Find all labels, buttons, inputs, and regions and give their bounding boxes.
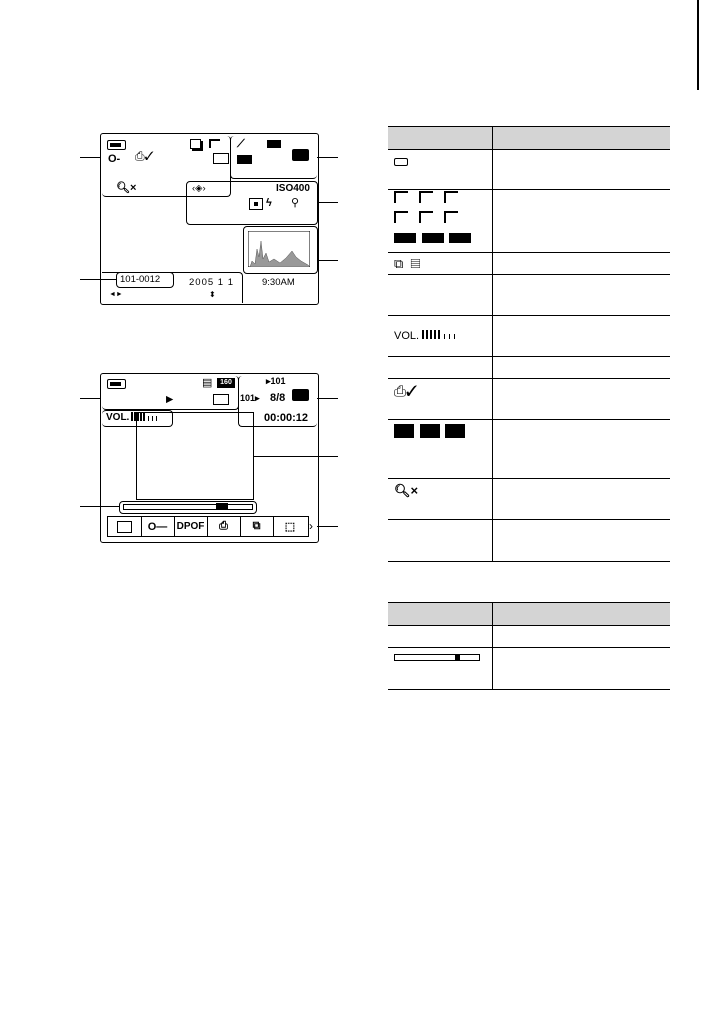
playback-progress-marker (216, 503, 228, 510)
table-row (388, 316, 670, 357)
table-row (388, 626, 670, 648)
playback-progress-bar (123, 504, 253, 510)
callout-line (317, 398, 338, 399)
table-row (388, 190, 670, 253)
callout-line (80, 398, 101, 399)
recording-mode-icon: ⟋ (237, 138, 245, 150)
memory-stick-icon (292, 149, 309, 161)
table-row (388, 520, 670, 562)
volume-label: VOL. (394, 330, 420, 342)
table-row (388, 357, 670, 379)
image-size-badge: 160 (217, 378, 235, 388)
volume-label: VOL. (106, 412, 130, 423)
flash-icon: ϟ (266, 197, 272, 209)
file-number: 101-0012 (120, 274, 161, 285)
playback-folder-indicator: 101▸ (240, 393, 260, 403)
scroll-indicator: ⬍ (209, 290, 216, 299)
recording-folder-icon (267, 140, 281, 148)
table-row (388, 275, 670, 316)
table-row (388, 420, 670, 479)
callout-line (80, 279, 116, 280)
movie-indicator-table (388, 602, 670, 690)
burst-icon (190, 139, 201, 149)
folder-change-icons (388, 420, 493, 479)
toolbar-protect-icon[interactable]: O— (141, 517, 175, 536)
callout-line (317, 157, 338, 158)
table-row (388, 253, 670, 275)
still-indicator-table (388, 126, 670, 562)
playback-progress-bar (394, 654, 480, 661)
burst-film-icons: ⧉ ▤ (388, 253, 493, 275)
table-row (388, 379, 670, 420)
recording-folder-indicator: ▸101 (266, 376, 286, 386)
memory-stick-icon (292, 389, 309, 401)
metering-mode-icon (249, 198, 263, 210)
image-size-icons (388, 190, 493, 253)
iso-value: ISO400 (276, 183, 310, 194)
callout-line (317, 202, 338, 203)
play-icon: ▶ (166, 394, 174, 405)
table-header-row (388, 127, 670, 150)
page-edge-marker (697, 0, 699, 90)
flash-mode-icon: ⚲ (291, 197, 300, 209)
protect-icon: O- (108, 153, 121, 165)
print-order-icon: ⎙✓ (135, 149, 154, 163)
toolbar-next-arrow[interactable]: › (309, 519, 313, 533)
toolbar-folder-icon[interactable] (108, 517, 142, 536)
toolbar-dpof-button[interactable]: DPOF (174, 517, 208, 536)
film-icon: ▤ (202, 377, 213, 389)
recording-time: 9:30AM (262, 277, 295, 288)
image-size-icon (209, 139, 220, 148)
table-row (388, 150, 670, 190)
image-select-arrows: ◄► (109, 291, 123, 298)
folder-change-icon (213, 153, 229, 164)
toolbar-print-icon[interactable]: ⎙ (207, 517, 241, 536)
callout-line (317, 526, 338, 527)
index-toolbar (107, 516, 309, 537)
callout-line (317, 260, 338, 261)
playback-folder-icon (237, 155, 252, 164)
white-balance-icon: ‹◈› (192, 183, 206, 194)
movie-playback-frame (136, 412, 254, 500)
table-row (388, 479, 670, 520)
playback-progress-marker (455, 654, 460, 661)
histogram-graph (248, 231, 310, 267)
print-order-icon: ⎙✓ (388, 379, 493, 420)
callout-line (80, 157, 101, 158)
image-count: 8/8 (270, 392, 286, 404)
battery-icon (394, 158, 408, 166)
table-header-row (388, 603, 670, 626)
callout-line (253, 456, 338, 457)
zoom-x-icon: 🔍︎× (388, 479, 493, 520)
folder-change-icon (213, 394, 229, 405)
toolbar-slideshow-icon[interactable]: ⧉ (240, 517, 274, 536)
recording-date: 2005 1 1 (189, 277, 234, 288)
elapsed-time: 00:00:12 (264, 412, 309, 424)
callout-line (80, 506, 119, 507)
zoom-x-icon: 🔍︎× (116, 182, 137, 194)
table-row (388, 648, 670, 690)
toolbar-resize-icon[interactable]: ⬚ (284, 521, 296, 533)
battery-icon (107, 379, 126, 389)
